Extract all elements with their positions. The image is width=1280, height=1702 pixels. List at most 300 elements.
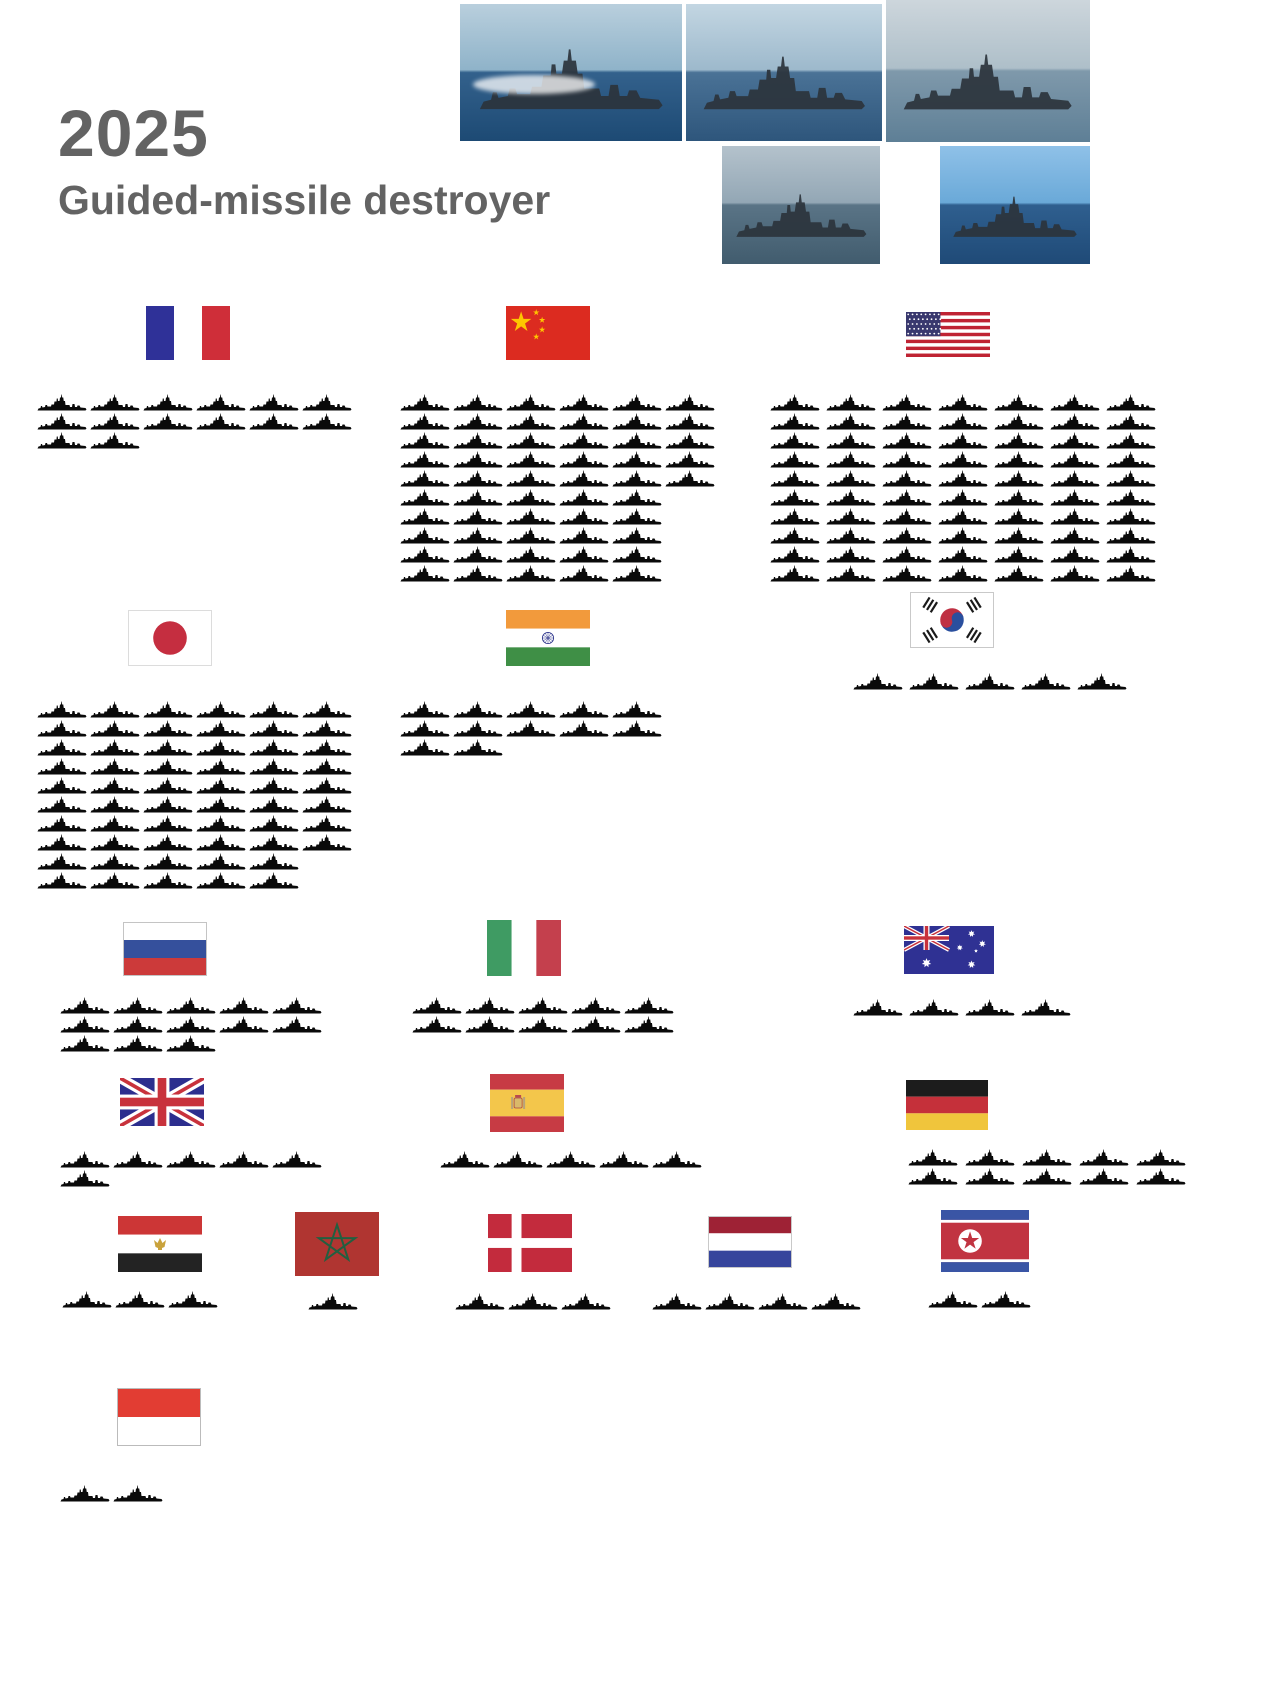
- ship-icon: [196, 719, 246, 738]
- ship-row-united-states-2: [770, 412, 1162, 431]
- ship-icon: [90, 757, 140, 776]
- ship-icon: [249, 738, 299, 757]
- ship-row-indonesia-1: [60, 1484, 166, 1503]
- ship-icon: [994, 507, 1044, 526]
- ship-icon: [37, 814, 87, 833]
- ship-icon: [1106, 450, 1156, 469]
- ship-icon: [908, 1148, 958, 1167]
- ship-icon: [37, 393, 87, 412]
- ship-row-france-1: [37, 393, 355, 412]
- ship-icon: [994, 526, 1044, 545]
- ship-icon: [453, 564, 503, 583]
- ship-icon: [665, 469, 715, 488]
- ship-icon: [938, 393, 988, 412]
- ship-icon: [453, 393, 503, 412]
- page-title-subtitle: Guided-missile destroyer: [58, 177, 551, 223]
- ship-icon: [493, 1150, 543, 1169]
- photo-ship-silhouette: [952, 165, 1078, 238]
- ship-icon: [1106, 469, 1156, 488]
- ship-row-china-10: [400, 564, 665, 583]
- ship-row-united-kingdom-1: [60, 1150, 325, 1169]
- ship-icon: [826, 469, 876, 488]
- ship-icon: [1136, 1148, 1186, 1167]
- ship-icon: [453, 700, 503, 719]
- ship-icon: [196, 700, 246, 719]
- ship-icon: [1050, 469, 1100, 488]
- ship-icon: [249, 871, 299, 890]
- ship-row-australia-1: [853, 998, 1077, 1017]
- ship-icon: [559, 700, 609, 719]
- ship-icon: [412, 1015, 462, 1034]
- ship-icon: [506, 450, 556, 469]
- ship-icon: [770, 393, 820, 412]
- ship-icon: [37, 852, 87, 871]
- ship-icon: [302, 738, 352, 757]
- ship-icon: [453, 719, 503, 738]
- ship-row-south-korea-1: [853, 672, 1133, 691]
- ship-row-china-8: [400, 526, 665, 545]
- destroyer-photo-4: [722, 146, 880, 264]
- flag-australia: [904, 926, 994, 974]
- ship-icon: [249, 757, 299, 776]
- ship-icon: [938, 564, 988, 583]
- ship-icon: [1106, 545, 1156, 564]
- ship-icon: [994, 488, 1044, 507]
- ship-icon: [166, 996, 216, 1015]
- ship-icon: [1050, 507, 1100, 526]
- ship-icon: [909, 998, 959, 1017]
- ship-icon: [249, 700, 299, 719]
- ship-icon: [453, 450, 503, 469]
- ship-icon: [249, 852, 299, 871]
- ship-icon: [453, 469, 503, 488]
- ship-icon: [826, 545, 876, 564]
- ship-icon: [143, 412, 193, 431]
- ship-row-italy-2: [412, 1015, 677, 1034]
- ship-icon: [928, 1290, 978, 1309]
- page-title-year: 2025: [58, 96, 209, 170]
- ship-icon: [90, 871, 140, 890]
- flag-germany: [906, 1080, 988, 1130]
- ship-row-united-kingdom-2: [60, 1169, 113, 1188]
- ship-icon: [400, 545, 450, 564]
- ship-icon: [612, 450, 662, 469]
- ship-icon: [400, 488, 450, 507]
- ship-icon: [37, 833, 87, 852]
- ship-row-china-7: [400, 507, 665, 526]
- ship-icon: [196, 776, 246, 795]
- photo-ship-silhouette: [902, 23, 1073, 111]
- ship-icon: [965, 998, 1015, 1017]
- ship-icon: [826, 450, 876, 469]
- ship-icon: [400, 564, 450, 583]
- destroyer-photo-5: [940, 146, 1090, 264]
- ship-icon: [994, 469, 1044, 488]
- photo-ship-silhouette: [478, 26, 664, 111]
- ship-icon: [506, 507, 556, 526]
- ship-icon: [826, 393, 876, 412]
- ship-icon: [1050, 431, 1100, 450]
- ship-row-egypt-1: [62, 1290, 221, 1309]
- ship-icon: [506, 488, 556, 507]
- ship-icon: [1050, 393, 1100, 412]
- ship-icon: [826, 526, 876, 545]
- ship-row-japan-9: [37, 852, 302, 871]
- ship-icon: [826, 507, 876, 526]
- ship-icon: [113, 1034, 163, 1053]
- ship-icon: [400, 393, 450, 412]
- ship-icon: [770, 412, 820, 431]
- ship-icon: [770, 545, 820, 564]
- ship-icon: [559, 488, 609, 507]
- ship-icon: [196, 852, 246, 871]
- ship-icon: [624, 996, 674, 1015]
- ship-icon: [909, 672, 959, 691]
- ship-icon: [758, 1292, 808, 1311]
- ship-icon: [412, 996, 462, 1015]
- ship-icon: [308, 1292, 358, 1311]
- ship-icon: [882, 488, 932, 507]
- flag-indonesia: [117, 1388, 201, 1446]
- ship-icon: [994, 545, 1044, 564]
- ship-icon: [1106, 526, 1156, 545]
- ship-icon: [400, 738, 450, 757]
- ship-row-france-2: [37, 412, 355, 431]
- ship-icon: [994, 450, 1044, 469]
- ship-icon: [302, 795, 352, 814]
- ship-icon: [938, 412, 988, 431]
- ship-icon: [400, 450, 450, 469]
- ship-icon: [981, 1290, 1031, 1309]
- ship-icon: [465, 1015, 515, 1034]
- ship-icon: [882, 431, 932, 450]
- ship-row-japan-3: [37, 738, 355, 757]
- ship-row-india-3: [400, 738, 506, 757]
- ship-icon: [612, 431, 662, 450]
- ship-row-germany-1: [908, 1148, 1193, 1167]
- ship-icon: [90, 431, 140, 450]
- ship-row-united-states-3: [770, 431, 1162, 450]
- ship-icon: [882, 564, 932, 583]
- ship-icon: [1022, 1148, 1072, 1167]
- ship-icon: [561, 1292, 611, 1311]
- ship-icon: [965, 1148, 1015, 1167]
- ship-icon: [994, 431, 1044, 450]
- ship-icon: [166, 1015, 216, 1034]
- ship-icon: [113, 996, 163, 1015]
- ship-icon: [506, 412, 556, 431]
- flag-spain: [490, 1074, 564, 1132]
- ship-icon: [559, 507, 609, 526]
- ship-icon: [90, 814, 140, 833]
- ship-icon: [665, 393, 715, 412]
- ship-row-japan-1: [37, 700, 355, 719]
- ship-icon: [559, 393, 609, 412]
- ship-icon: [882, 450, 932, 469]
- ship-icon: [302, 757, 352, 776]
- ship-icon: [400, 412, 450, 431]
- ship-icon: [62, 1290, 112, 1309]
- ship-icon: [196, 757, 246, 776]
- flag-united-states: [906, 312, 990, 357]
- ship-icon: [249, 412, 299, 431]
- ship-icon: [506, 719, 556, 738]
- ship-icon: [665, 412, 715, 431]
- flag-china: [506, 306, 590, 360]
- ship-icon: [60, 1484, 110, 1503]
- ship-icon: [302, 833, 352, 852]
- ship-icon: [37, 795, 87, 814]
- ship-icon: [453, 507, 503, 526]
- ship-row-china-2: [400, 412, 718, 431]
- ship-row-netherlands-1: [652, 1292, 864, 1311]
- destroyer-photo-3: [886, 0, 1090, 142]
- ship-icon: [571, 996, 621, 1015]
- ship-icon: [518, 996, 568, 1015]
- ship-icon: [826, 412, 876, 431]
- ship-icon: [908, 1167, 958, 1186]
- ship-icon: [882, 412, 932, 431]
- ship-row-china-4: [400, 450, 718, 469]
- ship-icon: [612, 526, 662, 545]
- ship-row-china-1: [400, 393, 718, 412]
- ship-icon: [506, 526, 556, 545]
- ship-row-italy-1: [412, 996, 677, 1015]
- ship-icon: [302, 700, 352, 719]
- ship-row-russia-1: [60, 996, 325, 1015]
- ship-icon: [938, 431, 988, 450]
- ship-row-japan-7: [37, 814, 355, 833]
- ship-icon: [60, 1015, 110, 1034]
- ship-icon: [143, 738, 193, 757]
- ship-icon: [1106, 431, 1156, 450]
- ship-icon: [440, 1150, 490, 1169]
- ship-icon: [37, 719, 87, 738]
- ship-row-france-3: [37, 431, 143, 450]
- ship-icon: [882, 469, 932, 488]
- ship-icon: [249, 833, 299, 852]
- ship-icon: [37, 700, 87, 719]
- ship-row-india-1: [400, 700, 665, 719]
- ship-icon: [506, 431, 556, 450]
- ship-icon: [770, 450, 820, 469]
- flag-russia: [123, 922, 207, 976]
- ship-icon: [272, 996, 322, 1015]
- ship-icon: [143, 852, 193, 871]
- ship-icon: [37, 757, 87, 776]
- ship-icon: [400, 507, 450, 526]
- ship-icon: [652, 1150, 702, 1169]
- ship-row-japan-10: [37, 871, 302, 890]
- flag-japan: [128, 610, 212, 666]
- ship-row-united-states-5: [770, 469, 1162, 488]
- ship-icon: [272, 1015, 322, 1034]
- ship-row-china-3: [400, 431, 718, 450]
- ship-row-united-states-4: [770, 450, 1162, 469]
- ship-icon: [1079, 1167, 1129, 1186]
- ship-icon: [400, 431, 450, 450]
- ship-row-united-states-1: [770, 393, 1162, 412]
- ship-icon: [938, 507, 988, 526]
- ship-icon: [1106, 507, 1156, 526]
- ship-icon: [196, 393, 246, 412]
- ship-row-germany-2: [908, 1167, 1193, 1186]
- ship-icon: [506, 564, 556, 583]
- flag-netherlands: [708, 1216, 792, 1268]
- ship-icon: [168, 1290, 218, 1309]
- flag-italy: [487, 920, 561, 976]
- flag-france: [146, 306, 230, 360]
- ship-icon: [196, 795, 246, 814]
- ship-icon: [60, 996, 110, 1015]
- ship-icon: [652, 1292, 702, 1311]
- ship-icon: [938, 450, 988, 469]
- ship-icon: [302, 412, 352, 431]
- ship-row-china-5: [400, 469, 718, 488]
- ship-icon: [400, 719, 450, 738]
- ship-icon: [400, 469, 450, 488]
- photo-ship-silhouette: [735, 165, 868, 238]
- ship-icon: [665, 431, 715, 450]
- ship-icon: [1077, 672, 1127, 691]
- ship-icon: [196, 814, 246, 833]
- ship-icon: [453, 431, 503, 450]
- ship-icon: [37, 431, 87, 450]
- ship-icon: [559, 526, 609, 545]
- ship-icon: [612, 564, 662, 583]
- ship-icon: [115, 1290, 165, 1309]
- ship-icon: [196, 871, 246, 890]
- ship-row-denmark-1: [455, 1292, 614, 1311]
- ship-row-united-states-9: [770, 545, 1162, 564]
- ship-icon: [143, 700, 193, 719]
- ship-icon: [143, 719, 193, 738]
- ship-icon: [453, 738, 503, 757]
- ship-icon: [37, 738, 87, 757]
- ship-icon: [1021, 998, 1071, 1017]
- ship-icon: [113, 1150, 163, 1169]
- ship-icon: [143, 776, 193, 795]
- ship-icon: [770, 431, 820, 450]
- ship-icon: [571, 1015, 621, 1034]
- ship-icon: [166, 1150, 216, 1169]
- ship-icon: [559, 412, 609, 431]
- destroyer-photo-2: [686, 4, 882, 141]
- ship-icon: [559, 719, 609, 738]
- flag-south-korea: [910, 592, 994, 648]
- ship-icon: [143, 833, 193, 852]
- ship-icon: [249, 814, 299, 833]
- ship-icon: [1079, 1148, 1129, 1167]
- ship-icon: [938, 469, 988, 488]
- ship-icon: [559, 431, 609, 450]
- ship-icon: [1050, 412, 1100, 431]
- ship-row-india-2: [400, 719, 665, 738]
- ship-icon: [219, 1015, 269, 1034]
- ship-icon: [453, 488, 503, 507]
- ship-icon: [811, 1292, 861, 1311]
- ship-icon: [1106, 393, 1156, 412]
- ship-icon: [219, 996, 269, 1015]
- flag-united-kingdom: [120, 1078, 204, 1126]
- ship-icon: [882, 507, 932, 526]
- ship-icon: [612, 719, 662, 738]
- ship-icon: [612, 412, 662, 431]
- ship-row-russia-2: [60, 1015, 325, 1034]
- ship-row-united-states-7: [770, 507, 1162, 526]
- ship-icon: [938, 526, 988, 545]
- ship-icon: [302, 776, 352, 795]
- ship-icon: [143, 814, 193, 833]
- ship-icon: [400, 526, 450, 545]
- ship-icon: [113, 1484, 163, 1503]
- ship-icon: [770, 526, 820, 545]
- ship-icon: [302, 719, 352, 738]
- ship-icon: [113, 1015, 163, 1034]
- ship-row-spain-1: [440, 1150, 705, 1169]
- ship-icon: [60, 1034, 110, 1053]
- ship-row-japan-4: [37, 757, 355, 776]
- ship-icon: [196, 412, 246, 431]
- ship-icon: [143, 795, 193, 814]
- ship-row-japan-8: [37, 833, 355, 852]
- ship-icon: [60, 1150, 110, 1169]
- ship-icon: [90, 738, 140, 757]
- ship-icon: [599, 1150, 649, 1169]
- ship-icon: [853, 672, 903, 691]
- ship-icon: [882, 393, 932, 412]
- ship-icon: [770, 507, 820, 526]
- ship-icon: [37, 412, 87, 431]
- ship-icon: [465, 996, 515, 1015]
- ship-icon: [612, 488, 662, 507]
- ship-icon: [1050, 526, 1100, 545]
- ship-icon: [455, 1292, 505, 1311]
- ship-icon: [1022, 1167, 1072, 1186]
- ship-row-north-korea-1: [928, 1290, 1034, 1309]
- ship-icon: [506, 393, 556, 412]
- ship-icon: [770, 488, 820, 507]
- ship-icon: [400, 700, 450, 719]
- ship-icon: [37, 776, 87, 795]
- ship-row-united-states-8: [770, 526, 1162, 545]
- ship-icon: [508, 1292, 558, 1311]
- ship-icon: [612, 507, 662, 526]
- ship-icon: [612, 469, 662, 488]
- ship-icon: [882, 545, 932, 564]
- ship-icon: [90, 393, 140, 412]
- ship-icon: [90, 833, 140, 852]
- ship-icon: [559, 469, 609, 488]
- ship-icon: [1050, 488, 1100, 507]
- ship-row-united-states-10: [770, 564, 1162, 583]
- ship-icon: [302, 393, 352, 412]
- flag-india: [506, 610, 590, 666]
- ship-icon: [143, 871, 193, 890]
- ship-row-japan-2: [37, 719, 355, 738]
- ship-icon: [506, 469, 556, 488]
- ship-icon: [1136, 1167, 1186, 1186]
- ship-icon: [219, 1150, 269, 1169]
- ship-icon: [994, 564, 1044, 583]
- ship-icon: [1106, 564, 1156, 583]
- ship-icon: [90, 412, 140, 431]
- ship-icon: [559, 450, 609, 469]
- ship-icon: [506, 700, 556, 719]
- ship-row-china-6: [400, 488, 665, 507]
- ship-row-russia-3: [60, 1034, 219, 1053]
- ship-icon: [1106, 488, 1156, 507]
